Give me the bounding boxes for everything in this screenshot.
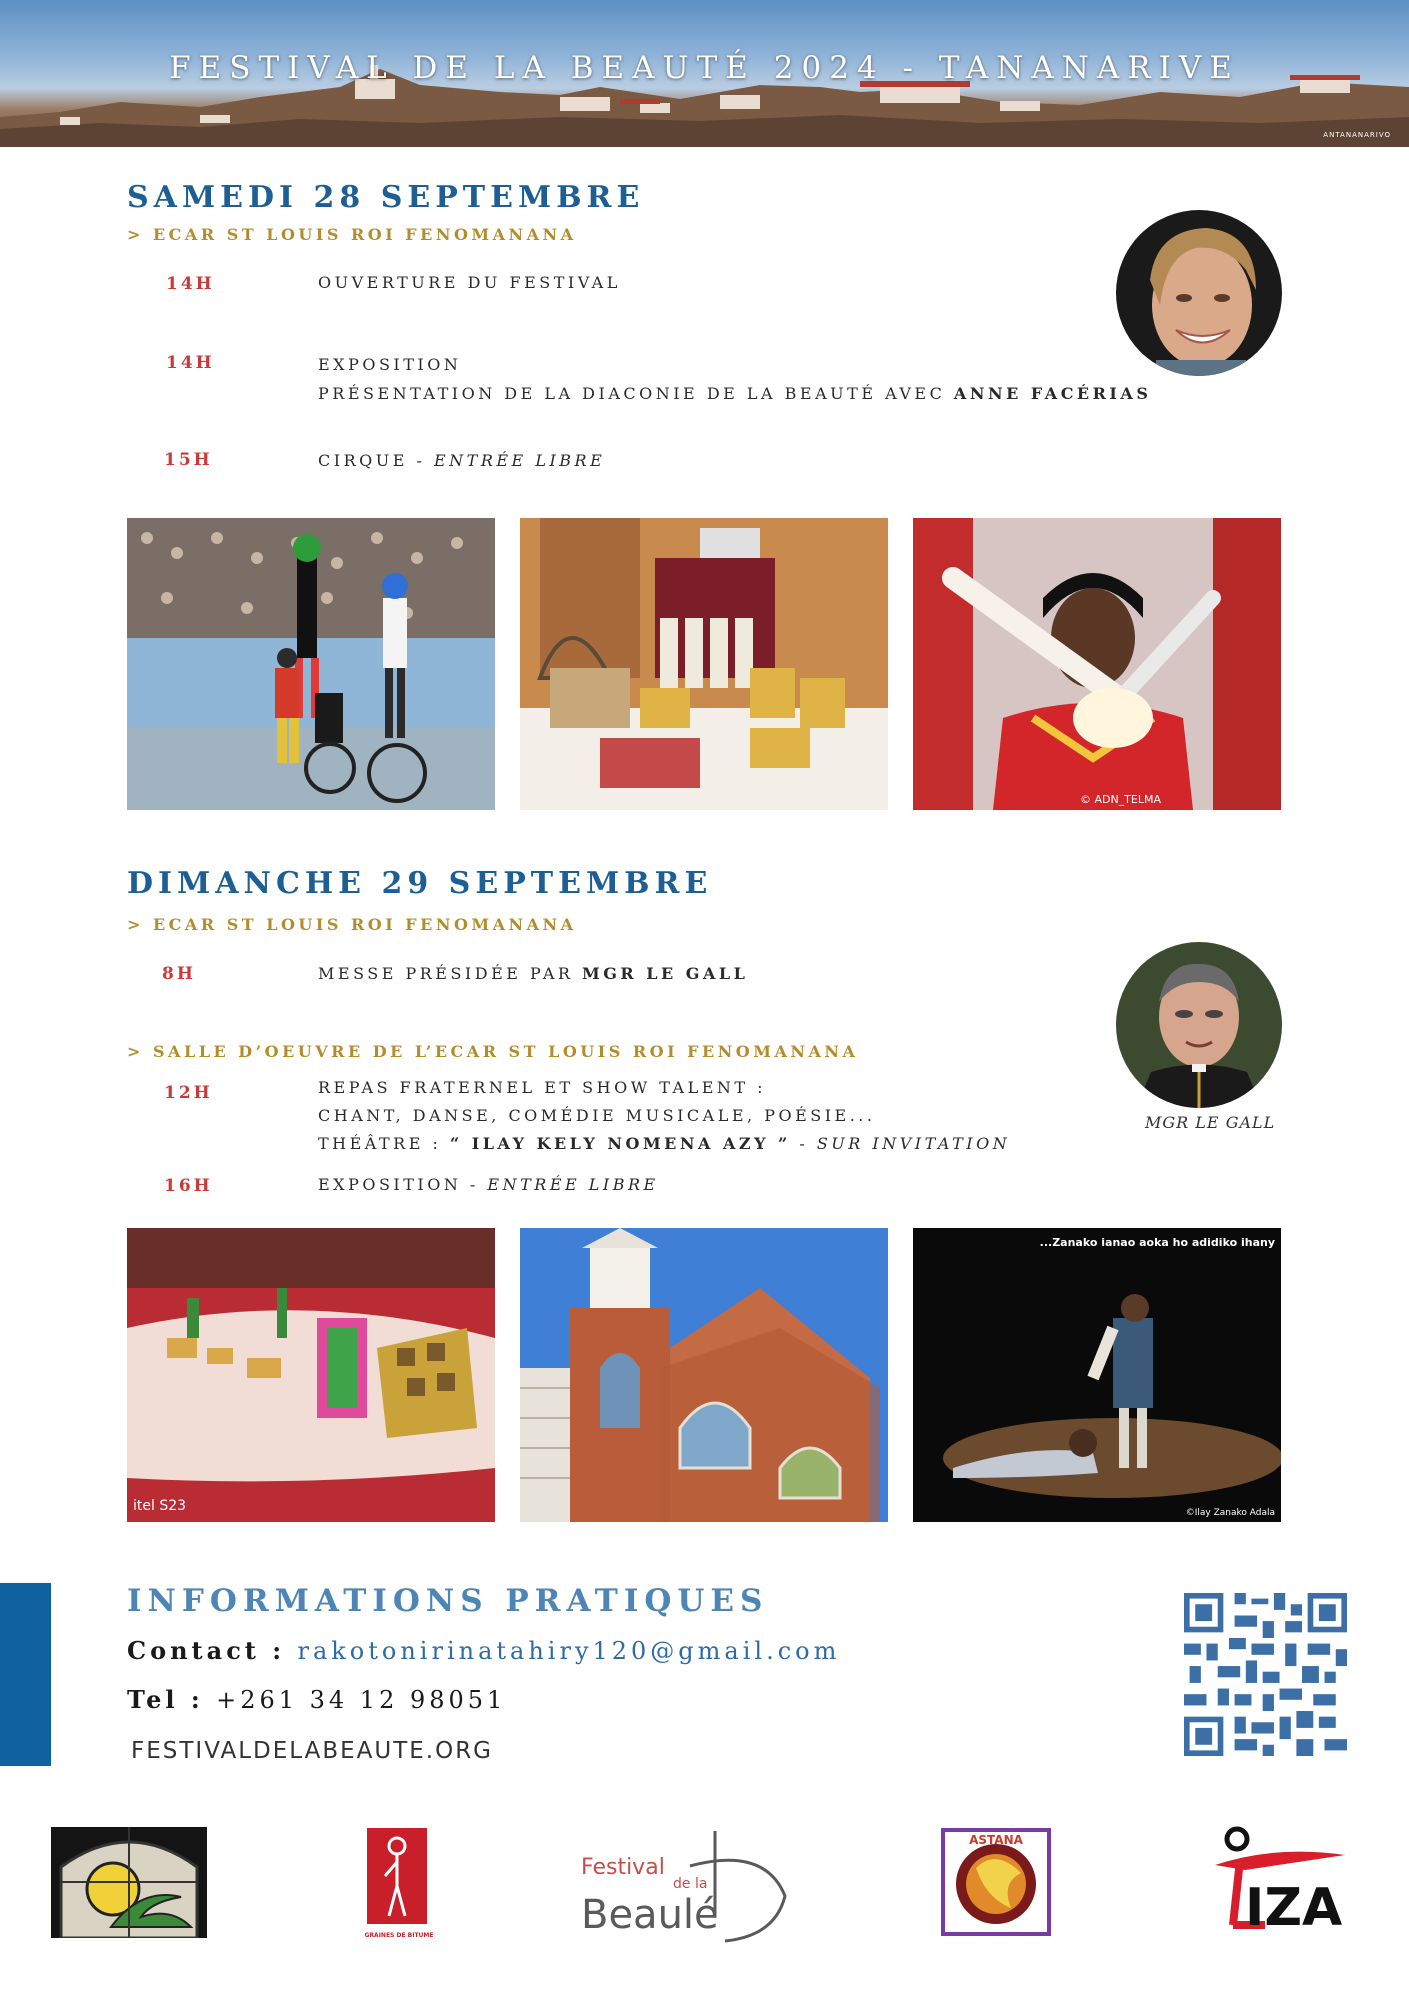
- day2-event1-time: 8H: [162, 964, 196, 984]
- entry-note: ENTRÉE LIBRE: [433, 451, 606, 470]
- tel-number[interactable]: +261 34 12 98051: [216, 1686, 507, 1714]
- iza-logo: [1205, 1825, 1355, 1935]
- church-photo: [520, 1228, 888, 1522]
- tel-label: Tel :: [127, 1685, 204, 1714]
- festival-title: FESTIVAL DE LA BEAUTÉ 2024 - TANANARIVE: [169, 50, 1240, 86]
- event-label: EXPOSITION: [318, 355, 462, 374]
- handicraft-exhibition-photo: [127, 1228, 495, 1522]
- circus-photo: [127, 518, 495, 810]
- day1-event2-text: [318, 350, 1151, 408]
- day1-event1-time: 14H: [166, 274, 215, 294]
- mgr-portrait-caption: MGR LE GALL: [1145, 1113, 1276, 1132]
- photo-credit: ©Ilay Zanako Adala: [1185, 1508, 1275, 1518]
- stained-glass-logo: [51, 1827, 207, 1938]
- camera-tag: itel S23: [133, 1498, 187, 1514]
- celebrant-name: MGR LE GALL: [582, 964, 749, 983]
- day2-event2-text: REPAS FRATERNEL ET SHOW TALENT : CHANT, DANSE, COMÉDIE MUSICALE, POÉSIE... THÉÂTRE : “ ILAY KELY NOMENA AZY ” - SUR INVITATION: [318, 1078, 1011, 1153]
- photo-location-tag: ANTANANARIVO: [1323, 131, 1391, 139]
- event-label: OUVERTURE DU FESTIVAL: [318, 273, 621, 292]
- photo-credit: © ADN_TELMA: [1079, 793, 1161, 806]
- day1-title: SAMEDI 28 SEPTEMBRE: [127, 180, 645, 215]
- festival-logo-dela: de la: [673, 1876, 708, 1892]
- astana-logo: [941, 1828, 1051, 1936]
- speaker-name: ANNE FACÉRIAS: [953, 384, 1152, 403]
- mgr-le-gall-portrait: [1116, 942, 1282, 1108]
- contact-line: [127, 1636, 840, 1665]
- astana-text: ASTANA: [969, 1833, 1023, 1847]
- theatre-play-photo: [913, 1228, 1281, 1522]
- day1-event3-time: 15H: [164, 450, 213, 470]
- day2-event3-time: 16H: [164, 1176, 213, 1196]
- exhibition-products-photo: [520, 518, 888, 810]
- festival-beaute-logo: [575, 1826, 795, 1946]
- day2-event1-text: MESSE PRÉSIDÉE PAR MGR LE GALL: [318, 964, 749, 983]
- day1-event3-text: CIRQUE - ENTRÉE LIBRE: [318, 451, 606, 470]
- contact-email-link[interactable]: rakotonirinatahiry120@gmail.com: [297, 1637, 841, 1665]
- day2-venue: > ECAR ST LOUIS ROI FENOMANANA: [127, 915, 577, 934]
- play-quote: ...Zanako ianao aoka ho adidiko ihany: [1039, 1236, 1275, 1249]
- invitation-note: SUR INVITATION: [816, 1134, 1011, 1153]
- play-title: “ ILAY KELY NOMENA AZY ”: [449, 1134, 791, 1153]
- festival-logo-beaute: Beaulé: [581, 1892, 719, 1938]
- day2-event2-time: 12H: [164, 1083, 213, 1103]
- info-accent-bar: [0, 1583, 51, 1766]
- header-banner: [0, 0, 1409, 147]
- anne-facerias-portrait: [1116, 210, 1282, 376]
- festival-logo-word: Festival: [581, 1855, 665, 1880]
- tel-line: [127, 1685, 506, 1714]
- day2-event3-text: EXPOSITION - ENTRÉE LIBRE: [318, 1175, 659, 1194]
- day1-event2-time: 14H: [166, 353, 215, 373]
- day1-event1-text: [318, 268, 621, 297]
- website-link[interactable]: FESTIVALDELABEAUTE.ORG: [131, 1738, 494, 1764]
- juggler-photo: [913, 518, 1281, 810]
- entry-note: ENTRÉE LIBRE: [487, 1175, 659, 1194]
- day1-venue: > ECAR ST LOUIS ROI FENOMANANA: [127, 225, 577, 244]
- day2-venue2: > SALLE D’OEUVRE DE L’ECAR ST LOUIS ROI FENOMANANA: [127, 1042, 859, 1061]
- day2-title: DIMANCHE 29 SEPTEMBRE: [127, 866, 713, 901]
- iza-text: IZA: [1245, 1878, 1343, 1935]
- event-detail: PRÉSENTATION DE LA DIACONIE DE LA BEAUTÉ AVEC ANNE FACÉRIAS: [318, 384, 1152, 403]
- info-title: INFORMATIONS PRATIQUES: [127, 1583, 769, 1619]
- qr-code-icon[interactable]: [1184, 1593, 1347, 1756]
- contact-label: Contact :: [127, 1636, 286, 1665]
- graines-de-bitume-logo: [365, 1826, 433, 1941]
- graines-text: GRAINES DE BITUME: [365, 1932, 433, 1939]
